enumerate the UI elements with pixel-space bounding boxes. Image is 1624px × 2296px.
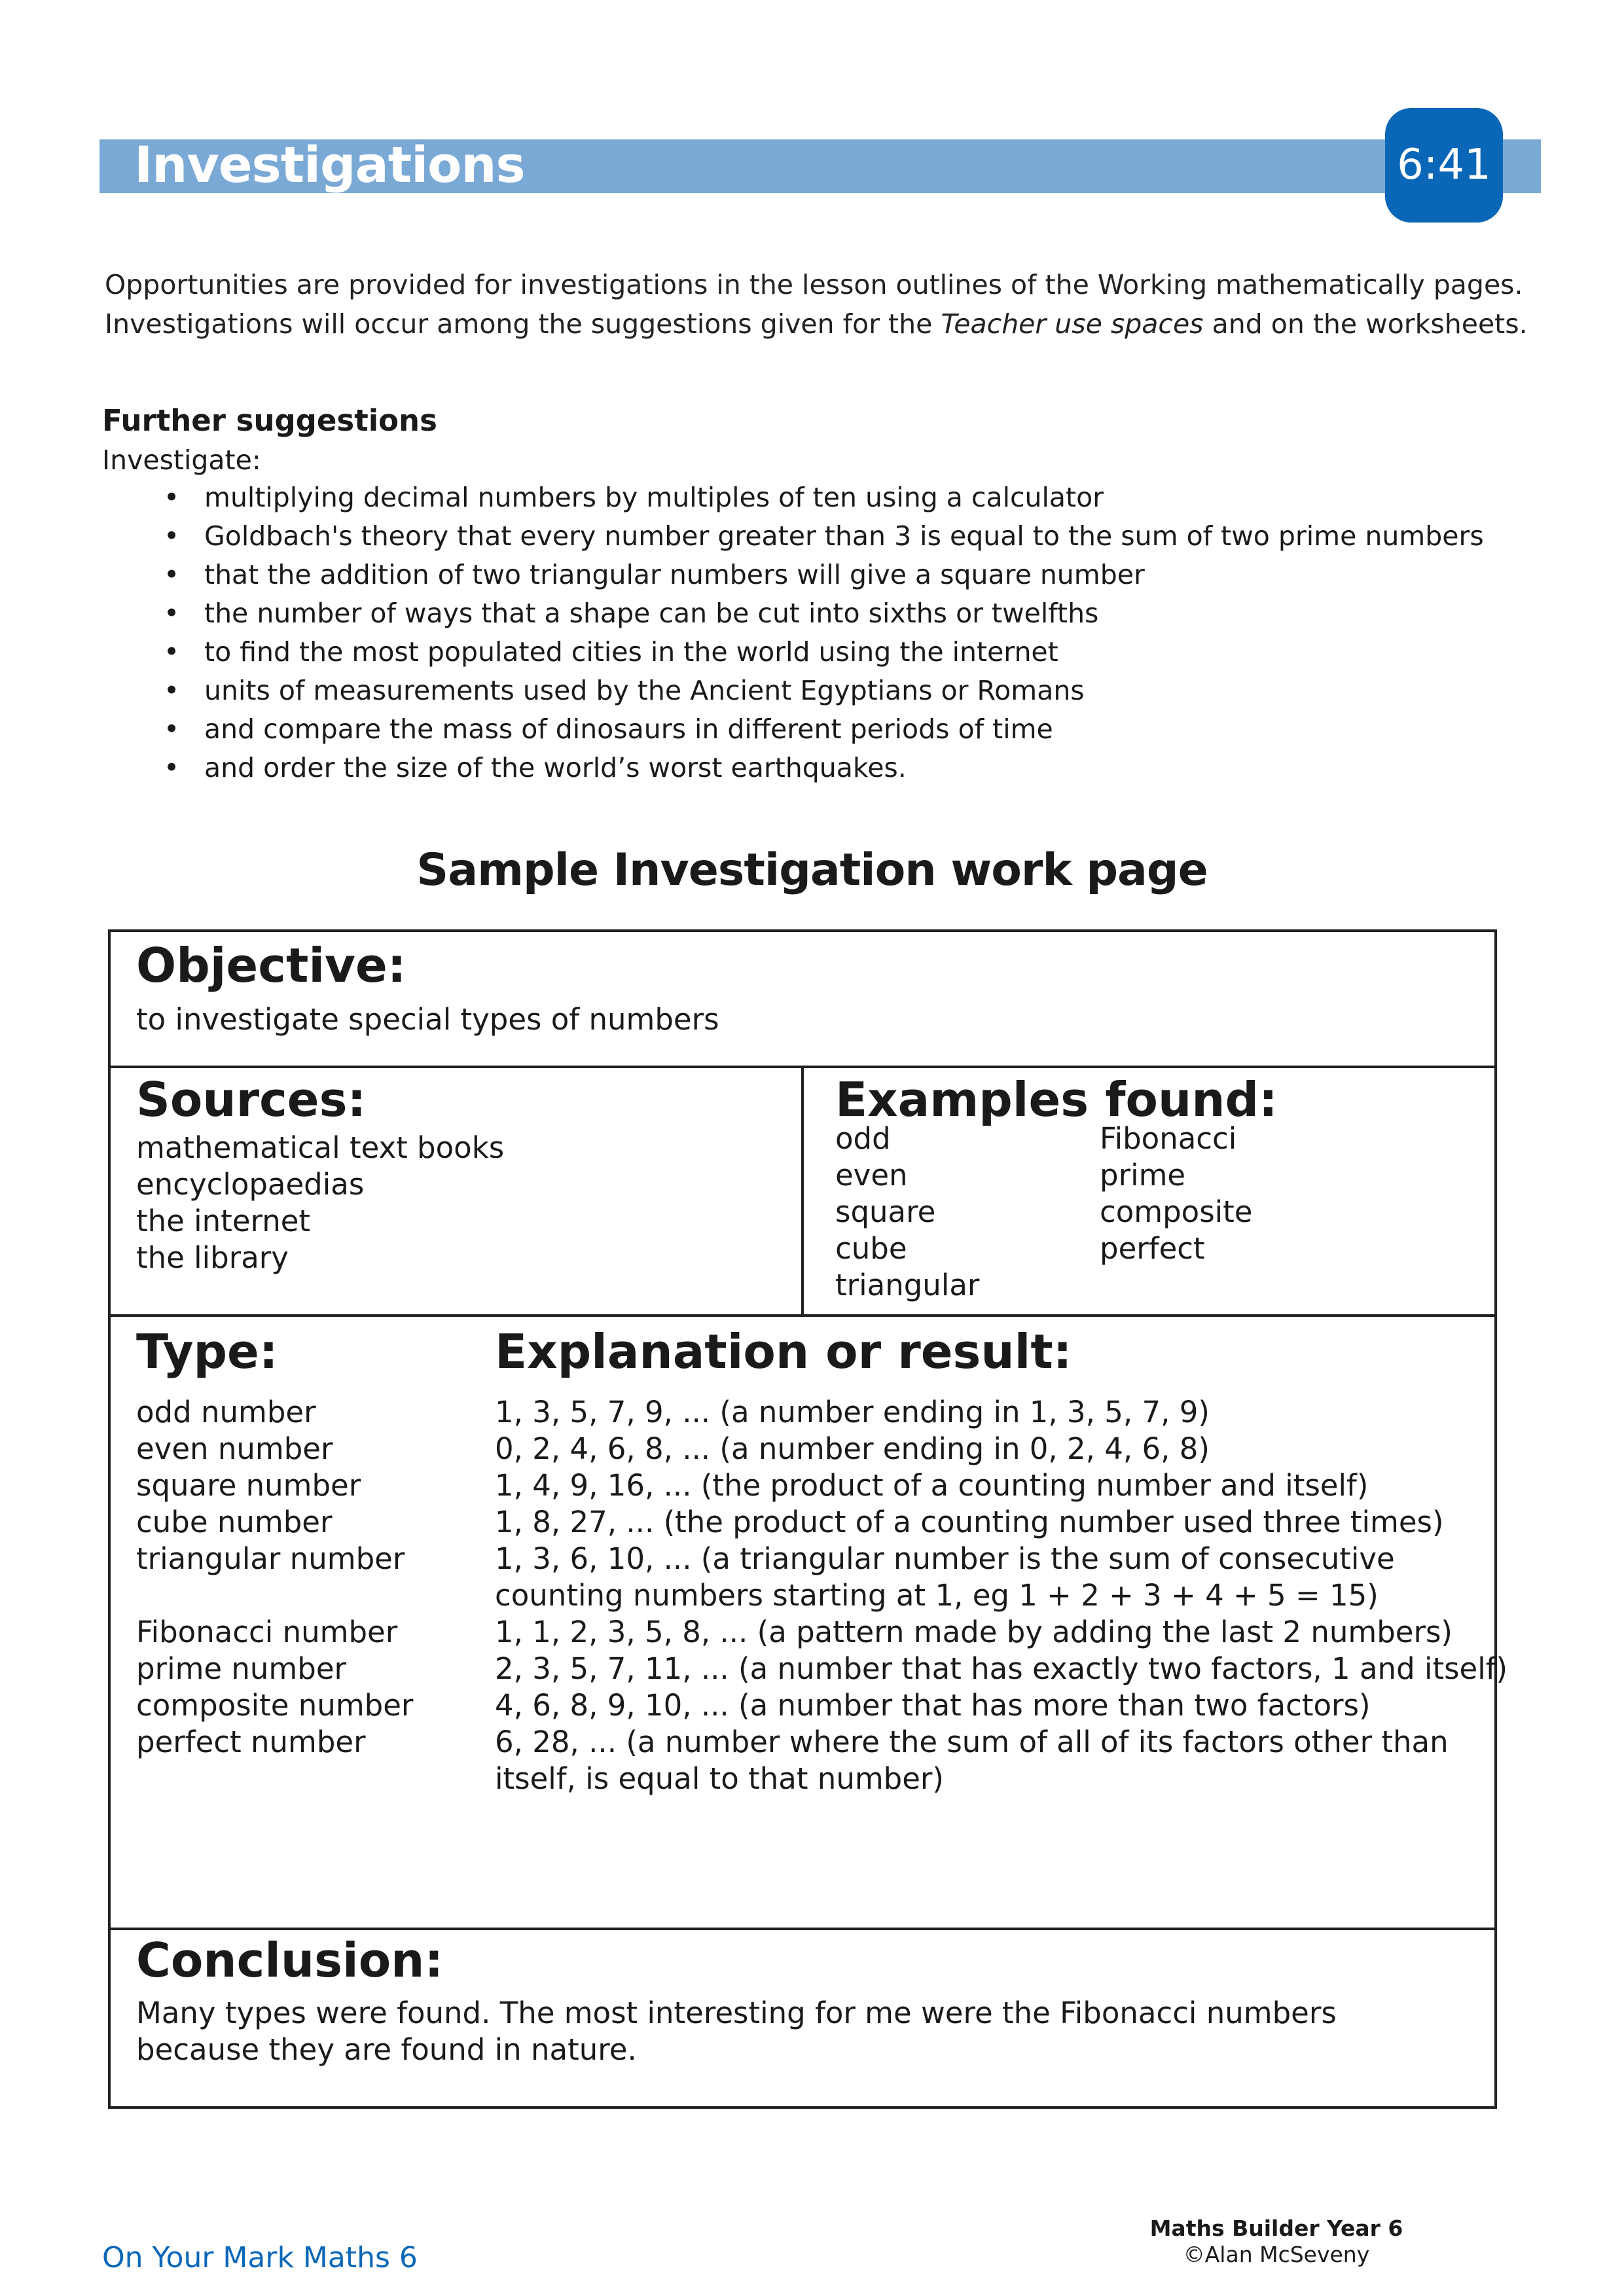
conclusion-text [136, 1995, 1337, 2068]
intro-line-2-start: Investigations will occur among the suggestions given for the [105, 308, 941, 340]
bullet-icon: • [164, 520, 180, 552]
list-item: square number [136, 1468, 361, 1503]
list-item: 1, 3, 5, 7, 9, ... (a number ending in 1, 3, 5, 7, 9) [495, 1395, 1210, 1429]
list-item: the library [136, 1240, 289, 1275]
list-item-text: and order the size of the world’s worst earthquakes. [204, 752, 907, 783]
footer-book-title: Maths Builder Year 6 [1149, 2215, 1403, 2241]
list-item: 1, 1, 2, 3, 5, 8, ... (a pattern made by adding the last 2 numbers) [495, 1615, 1453, 1649]
list-item [164, 749, 1484, 787]
list-item: triangular [835, 1268, 980, 1302]
list-item: encyclopaedias [136, 1167, 365, 1202]
intro-line-2 [105, 304, 1571, 344]
objective-heading: Objective: [136, 938, 406, 993]
list-item [164, 556, 1484, 594]
examples-heading: Examples found: [835, 1072, 1278, 1127]
bullet-icon: • [164, 713, 180, 745]
bullet-icon: • [164, 598, 180, 629]
list-item: Fibonacci [1100, 1121, 1237, 1156]
type-heading: Type: [136, 1324, 278, 1379]
objective-text: to investigate special types of numbers [136, 1002, 719, 1037]
list-item [164, 594, 1484, 633]
list-item: itself, is equal to that number) [495, 1761, 944, 1796]
type-list [136, 1394, 413, 1761]
bullet-icon: • [164, 482, 180, 513]
divider [108, 1314, 1497, 1317]
sources-list [136, 1130, 504, 1276]
divider [108, 1928, 1497, 1930]
footer-copyright: ©Alan McSeveny [1183, 2242, 1370, 2267]
list-item: 6, 28, ... (a number where the sum of all of its factors other than [495, 1725, 1449, 1759]
list-item: the internet [136, 1204, 311, 1238]
list-item: 1, 8, 27, ... (the product of a counting number used three times) [495, 1505, 1444, 1539]
intro-line-2-end: and on the worksheets. [1203, 308, 1528, 340]
list-item: odd [835, 1121, 891, 1156]
footer-series-title: On Your Mark Maths 6 [102, 2241, 418, 2274]
page-number-badge: 6:41 [1385, 108, 1503, 223]
sample-heading: Sample Investigation work page [416, 844, 1208, 896]
page-title: Investigations [134, 135, 525, 194]
conclusion-line-2: because they are found in nature. [136, 2032, 637, 2067]
footer-credit [1113, 2215, 1440, 2268]
list-item [164, 478, 1484, 517]
list-item [164, 672, 1484, 710]
list-item: 2, 3, 5, 7, 11, ... (a number that has exactly two factors, 1 and itself) [495, 1651, 1508, 1686]
list-item [164, 517, 1484, 556]
list-item: cube [835, 1231, 907, 1266]
list-item-text: that the addition of two triangular numbers will give a square number [204, 559, 1145, 590]
divider [801, 1066, 804, 1316]
list-item: prime number [136, 1651, 347, 1686]
list-item [136, 1577, 413, 1614]
investigate-lead: Investigate: [102, 444, 261, 476]
list-item: mathematical text books [136, 1130, 505, 1165]
list-item-text: multiplying decimal numbers by multiples of ten using a calculator [204, 482, 1104, 513]
examples-list-2 [1100, 1121, 1252, 1267]
bullet-icon: • [164, 636, 180, 668]
list-item: 1, 4, 9, 16, ... (the product of a counting number and itself) [495, 1468, 1369, 1503]
explanation-list [495, 1394, 1507, 1797]
bullet-icon: • [164, 559, 180, 590]
list-item: 4, 6, 8, 9, 10, ... (a number that has more than two factors) [495, 1688, 1371, 1723]
list-item: Fibonacci number [136, 1615, 398, 1649]
bullet-icon: • [164, 752, 180, 783]
list-item-text: and compare the mass of dinosaurs in different periods of time [204, 713, 1053, 745]
further-suggestions-heading: Further suggestions [102, 403, 437, 438]
list-item [164, 710, 1484, 749]
conclusion-line-1: Many types were found. The most interesting for me were the Fibonacci numbers [136, 1996, 1337, 2030]
list-item: counting numbers starting at 1, eg 1 + 2 + 3 + 4 + 5 = 15) [495, 1578, 1379, 1613]
list-item-text: units of measurements used by the Ancient Egyptians or Romans [204, 675, 1085, 706]
examples-list-1 [835, 1121, 979, 1304]
list-item: prime [1100, 1158, 1186, 1193]
list-item: cube number [136, 1505, 333, 1539]
list-item [164, 633, 1484, 672]
sources-heading: Sources: [136, 1072, 367, 1127]
list-item: 0, 2, 4, 6, 8, ... (a number ending in 0, 2, 4, 6, 8) [495, 1431, 1210, 1466]
list-item: perfect [1100, 1231, 1205, 1266]
list-item: composite number [136, 1688, 414, 1723]
suggestions-list [164, 478, 1484, 787]
list-item: 1, 3, 6, 10, ... (a triangular number is the sum of consecutive [495, 1541, 1395, 1576]
list-item: odd number [136, 1395, 316, 1429]
bullet-icon: • [164, 675, 180, 706]
list-item: even [835, 1158, 908, 1193]
list-item: perfect number [136, 1725, 366, 1759]
list-item: even number [136, 1431, 333, 1466]
intro-paragraph [105, 265, 1571, 344]
intro-line-1: Opportunities are provided for investigations in the lesson outlines of the Working mathematically pages. [105, 269, 1523, 300]
list-item-text: the number of ways that a shape can be cut into sixths or twelfths [204, 598, 1099, 629]
list-item: square [835, 1194, 936, 1229]
list-item-text: Goldbach's theory that every number greater than 3 is equal to the sum of two prime numbers [204, 520, 1484, 552]
intro-line-2-italic: Teacher use spaces [941, 308, 1204, 340]
conclusion-heading: Conclusion: [136, 1933, 444, 1988]
explanation-heading: Explanation or result: [495, 1324, 1072, 1379]
list-item: triangular number [136, 1541, 405, 1576]
list-item-text: to find the most populated cities in the world using the internet [204, 636, 1058, 668]
list-item: composite [1100, 1194, 1253, 1229]
